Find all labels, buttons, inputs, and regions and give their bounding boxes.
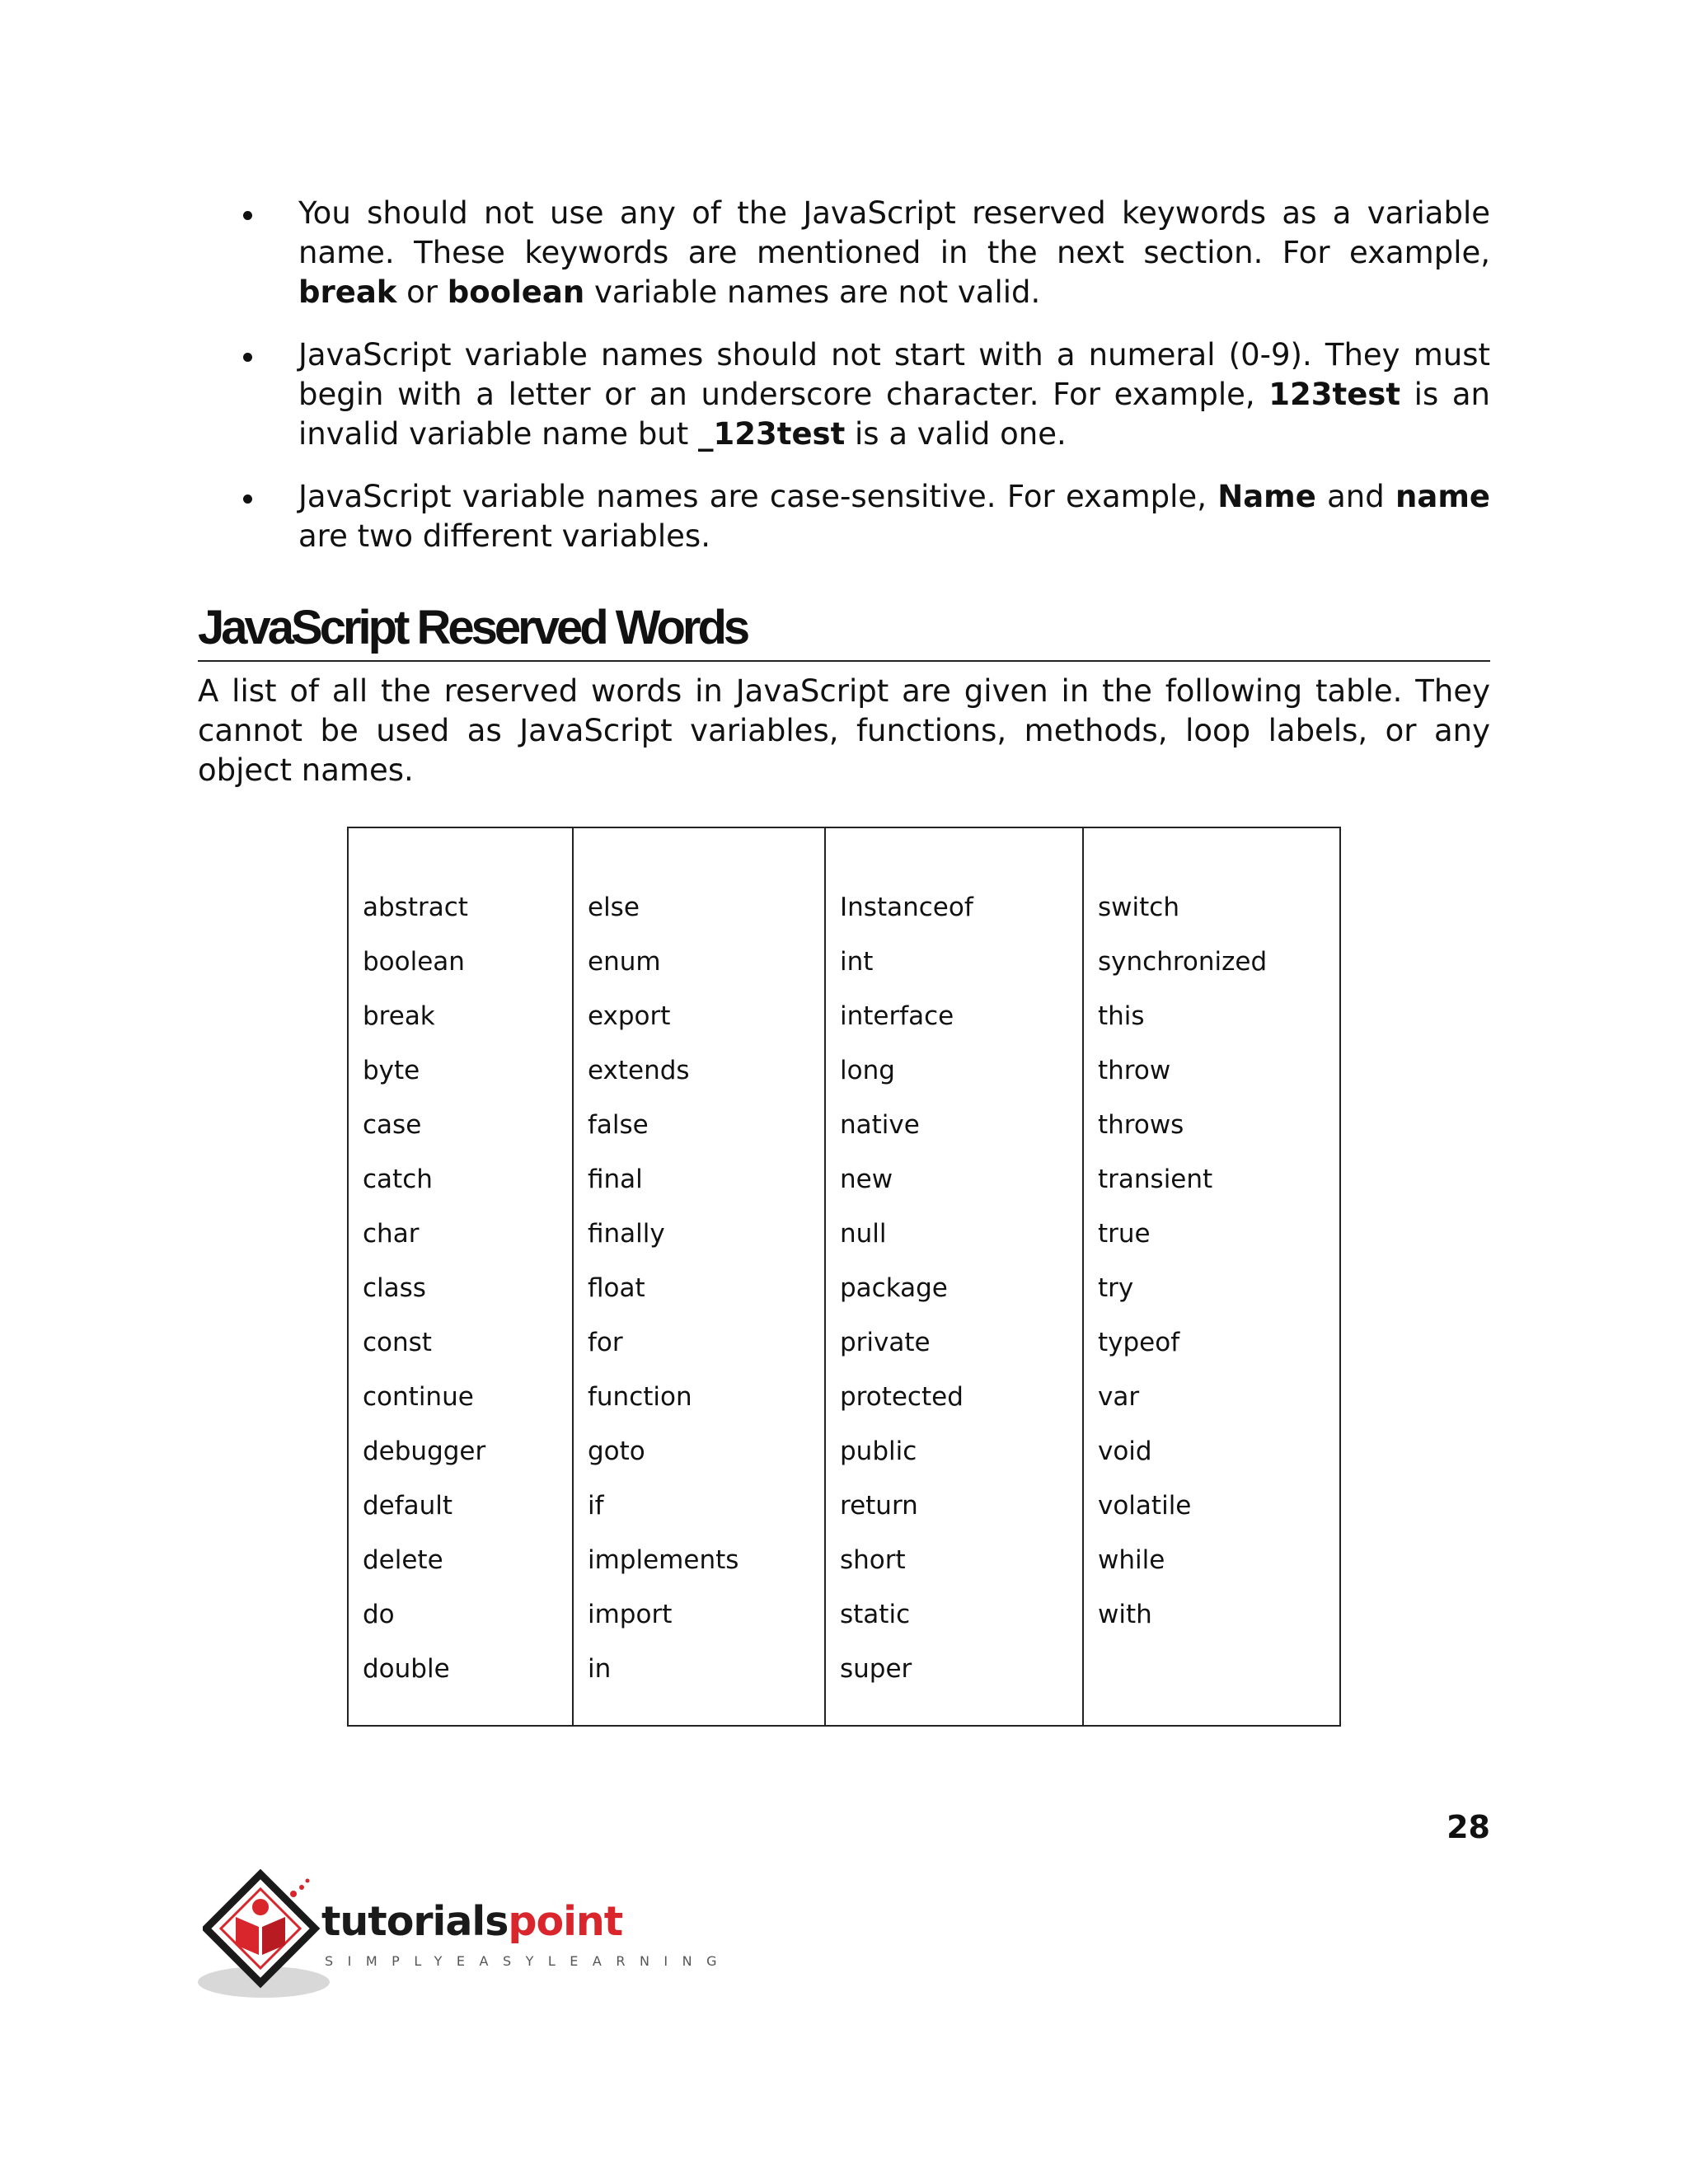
reserved-word: private (840, 1328, 931, 1357)
reserved-word: abstract (363, 893, 468, 922)
reserved-word: switch (1098, 893, 1179, 922)
reserved-word: for (588, 1328, 623, 1357)
reserved-word: debugger (363, 1436, 486, 1466)
logo-wordmark (321, 1899, 622, 1945)
book-diamond-icon (203, 1869, 325, 1991)
bullet-text: JavaScript variable names are case-sensitive. For example, (298, 479, 1218, 514)
bullet-text: is an invalid variable name but (298, 377, 1490, 452)
reserved-word: function (588, 1382, 692, 1412)
reserved-word: public (840, 1436, 917, 1466)
reserved-word: new (840, 1165, 893, 1194)
reserved-word: byte (363, 1056, 420, 1085)
rule-bullet-2 (198, 335, 1490, 454)
logo-wordmark-part1: tutorials (321, 1898, 509, 1945)
reserved-word: throws (1098, 1110, 1184, 1140)
reserved-word: char (363, 1219, 420, 1249)
reserved-word: synchronized (1098, 947, 1268, 977)
tutorialspoint-logo (195, 1869, 732, 2009)
bullet-text: is a valid one. (845, 416, 1067, 452)
reserved-word: interface (840, 1001, 954, 1031)
reserved-word: volatile (1098, 1491, 1192, 1521)
bullet-text: You should not use any of the JavaScript reserved keywords as a variable name. These keywords are mentioned in the next section. For example, (298, 195, 1490, 270)
reserved-word: default (363, 1491, 453, 1521)
reserved-word: package (840, 1273, 948, 1303)
reserved-word: extends (588, 1056, 690, 1085)
section-heading: JavaScript Reserved Words (198, 599, 1490, 662)
rule-bullet-1 (198, 194, 1490, 312)
reserved-word: catch (363, 1165, 433, 1194)
reserved-word: try (1098, 1273, 1134, 1303)
reserved-word: return (840, 1491, 918, 1521)
reserved-word: const (363, 1328, 432, 1357)
reserved-words-column-3 (826, 828, 1084, 1725)
bold-keyword: 123test (1268, 377, 1401, 412)
bold-keyword: Name (1217, 479, 1316, 514)
bullet-text: and (1315, 479, 1396, 514)
reserved-word: implements (588, 1545, 739, 1575)
reserved-word: while (1098, 1545, 1165, 1575)
reserved-word: class (363, 1273, 426, 1303)
rules-list (198, 194, 1490, 556)
section-intro: A list of all the reserved words in JavaScript are given in the following table. They cannot be used as JavaScript variables, functions, methods, loop labels, or any object names. (198, 673, 1490, 788)
bold-keyword: name (1395, 479, 1490, 514)
bullet-text: are two different variables. (298, 518, 710, 554)
reserved-word: typeof (1098, 1328, 1180, 1357)
reserved-word: else (588, 893, 640, 922)
bold-keyword: boolean (447, 274, 585, 310)
reserved-word: case (363, 1110, 422, 1140)
reserved-word: true (1098, 1219, 1151, 1249)
reserved-word: Instanceof (840, 893, 973, 922)
reserved-word: int (840, 947, 874, 977)
reserved-word: false (588, 1110, 649, 1140)
page-content (198, 194, 1490, 1727)
bullet-text: JavaScript variable names should not start with a numeral (0-9). They must begin with a letter or an underscore character. For example, (298, 337, 1490, 412)
reserved-word: export (588, 1001, 671, 1031)
reserved-word: var (1098, 1382, 1140, 1412)
reserved-word: continue (363, 1382, 474, 1412)
bullet-text: or (396, 274, 448, 310)
reserved-word: transient (1098, 1165, 1213, 1194)
reserved-word: short (840, 1545, 906, 1575)
bullet-text: variable names are not valid. (584, 274, 1041, 310)
reserved-word: float (588, 1273, 645, 1303)
reserved-word: throw (1098, 1056, 1171, 1085)
rule-bullet-3 (198, 477, 1490, 556)
reserved-word: void (1098, 1436, 1152, 1466)
reserved-word: boolean (363, 947, 465, 977)
reserved-words-column-4 (1084, 828, 1339, 1725)
reserved-word: native (840, 1110, 920, 1140)
reserved-word: if (588, 1491, 604, 1521)
bold-keyword: _123test (698, 416, 846, 452)
bullet-dot-icon (243, 211, 252, 220)
reserved-word: double (363, 1654, 450, 1684)
page-number: 28 (1447, 1809, 1490, 1845)
reserved-word: protected (840, 1382, 964, 1412)
reserved-word: this (1098, 1001, 1145, 1031)
reserved-words-table (347, 827, 1341, 1727)
bullet-dot-icon (243, 353, 252, 362)
reserved-word: break (363, 1001, 435, 1031)
reserved-word: enum (588, 947, 661, 977)
reserved-word: static (840, 1600, 911, 1629)
logo-wordmark-part2: point (508, 1898, 623, 1945)
reserved-word: goto (588, 1436, 645, 1466)
reserved-word: do (363, 1600, 395, 1629)
bullet-dot-icon (243, 494, 252, 504)
reserved-word: long (840, 1056, 895, 1085)
reserved-words-column-1 (349, 828, 574, 1725)
reserved-word: finally (588, 1219, 665, 1249)
logo-tagline: SIMPLYEASYLEARNING (325, 1953, 732, 1969)
reserved-word: final (588, 1165, 643, 1194)
reserved-word: with (1098, 1600, 1152, 1629)
bold-keyword: break (298, 274, 397, 310)
reserved-word: super (840, 1654, 912, 1684)
reserved-word: import (588, 1600, 673, 1629)
reserved-word: null (840, 1219, 887, 1249)
reserved-word: delete (363, 1545, 443, 1575)
reserved-word: in (588, 1654, 612, 1684)
reserved-words-column-2 (574, 828, 826, 1725)
